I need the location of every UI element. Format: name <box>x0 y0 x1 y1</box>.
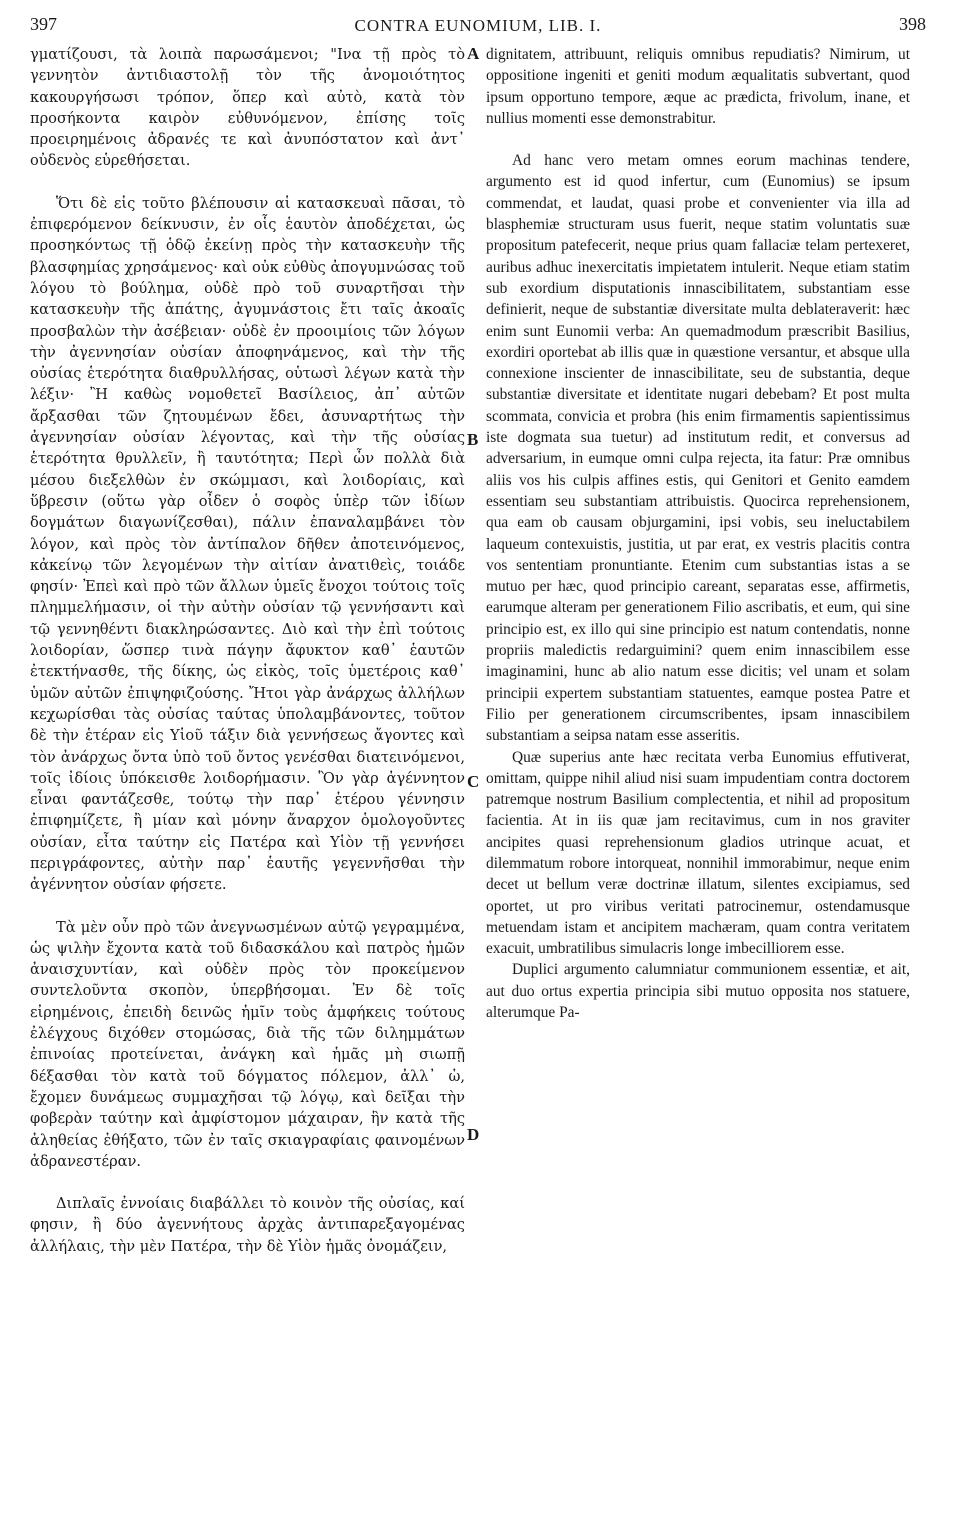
latin-paragraph-2: Ad hanc vero metam omnes eorum machinas tendere, argumento est id quod infertur, cum (Eunomius) se ipsum commendat, et laudat, quasi probe et convenienter via illa ad blasphemiæ structuram usus fuerit, neque statim voluntatis suæ propositum patefecerit, neque prius quam fallaciæ telam pertexeret, auribus adhuc inexercitatis impietatem intulerit. Neque etiam statim sub exordium disputationis innascibilitatem, substantiam esse definierit, neque de substantiæ diversitate multa deblateraverit: hæc enim sunt Eunomii verba: An quemadmodum præscribit Basilius, exordiri oportebat ab illis quæ in quæstione versantur, et absque ulla connexione inscienter de innascibilitate, seu de substantia, deque substantiæ diversitate et identitate nugari debebam? Et post multa scommata, convicia et probra (his enim firmamentis sapientissimus iste dogmata sua tuetur) ad institutum redit, et conversus ad adversarium, in eumque omni culpa rejecta, ita fatur: Præ omnibus aliis vos his culpis affines estis, qui Genitori et Genito eamdem essentiam seu substantiam attribuistis. Quocirca reprehensionem, qua eam ob causam objurgamini, ipsi vobis, seu ineluctabilem laqueum contexuistis, justitia, ut par erat, ex vestris placitis contra vos sententiam pronuntiante. Etenim cum substantias istas a se mutuo per hæc, quod principio careant, separatas esse, affirmetis, earumque alteram per generationem Filio ascribatis, et eum, qui sine principio est, ex illo qui sine principio est natum contendatis, nonne propriis maledictis redarguimini? quem enim innascibilem esse imaginamini, hunc ab alio natum esse dicitis; vel unam et solam principii expertem substantiam statuentes, eamque postea Patre et Filio per generationem circumscribentes, ipsam innascibilem substantiam a seipsa natam esse asseritis. <box>486 152 910 745</box>
greek-column <box>30 44 465 1257</box>
latin-paragraph-3: Quæ superius ante hæc recitata verba Eunomius effutiverat, omittam, quippe nihil aliud nisi suam impudentiam contra doctorem patremque nostrum Basilium complectentia, et nihil ad propositum facientia. At in iis quæ jam recitavimus, cum in nos graviter ancipites quasi reprehensionum gladios utrinque acuat, et dilemmatum robore intorqueat, nonnihil immorabimur, neque enim decet ut bellum veræ doctrinæ illatum, silentes excipiamus, sed oportet, ut pro viribus veritati patrocinemur, ostendamusque metuendam istam et ancipitem machæram, quam contra veritatem exacuit, umbratilibus simulacris longe imbecilliorem esse. <box>486 748 910 958</box>
margin-letter-c: C <box>467 772 480 791</box>
running-header <box>30 14 926 44</box>
page-number-left: 397 <box>30 14 57 34</box>
margin-letter-d: D <box>467 1125 480 1144</box>
latin-column <box>486 44 910 1023</box>
greek-paragraph-1: γματίζουσι, τὰ λοιπὰ παρωσάμενοι; "Ινα τῇ πρὸς τὸ γεννητὸν ἀντιδιαστολῇ τὸν τῆς ἀνομοιότητος κακουργήσωσι τρόπον, ὅπερ καὶ αὐτὸ, κατὰ τὸν προσήκοντα καιρὸν εὐθυνόμενον, ἐπίσης τοῖς προειρημένοις ἀδρανές τε καὶ ἀνυπόστατον καὶ ἀντ᾽ οὐδενὸς εὑρεθήσεται. <box>30 46 465 170</box>
greek-paragraph-3: Τὰ μὲν οὖν πρὸ τῶν ἀνεγνωσμένων αὐτῷ γεγραμμένα, ὡς ψιλὴν ἔχοντα κατὰ τοῦ διδασκάλου καὶ πατρὸς ἡμῶν ἀναισχυντίαν, καὶ οὐδὲν πρὸς τὸν προκείμενον συντελοῦντα σκοπὸν, ὑπερβήσομαι. Ἐν δὲ τοῖς εἰρημένοις, ἐπειδὴ δεινῶς ἡμῖν τοὺς ἀμφήκεις τούτους ἐλέγχους διχόθεν στομώσας, διὰ τῆς τῶν διλημμάτων ἐπινοίας προτείνεται, ἀνάγκη καὶ ἡμᾶς μὴ σιωπῇ δέξασθαι τὸν κατὰ τοῦ δόγματος πόλεμον, ἀλλ᾽ ὡ, ἔχομεν δυνάμεως συμμαχῆσαι τῷ λόγῳ, καὶ δεῖξαι τὴν φοβερὰν ταύτην καὶ ἀμφίστομον μάχαιραν, ἣν κατὰ τῆς ἀληθείας ἐθήξατο, τῶν ἐν ταῖς σκιαγραφίαις φαινομένων ἀδρανεστέραν. <box>30 918 465 1170</box>
page-number-right: 398 <box>899 14 926 34</box>
running-title: CONTRA EUNOMIUM, LIB. I. <box>354 16 602 35</box>
margin-letter-a: A <box>467 44 480 63</box>
greek-paragraph-2: Ὅτι δὲ εἰς τοῦτο βλέπουσιν αἱ κατασκευαὶ πᾶσαι, τὸ ἐπιφερόμενον δείκνυσιν, ἐν οἷς ἑαυτὸν ἀποδέχεται, ὡς προσηκόντως τῇ ὁδῷ ἐκείνῃ πρὸς τὴν κατασκευὴν τῆς βλασφημίας χρησάμενος· καὶ οὐκ εὐθὺς ἀπογυμνώσας τοῦ λόγου τὸ βούλημα, οὐδὲ πρὸ τοῦ συναρτῆσαι τὴν κατασκευὴν τῆς ἀπάτης, ἀγυμνάστοις ἔτι ταῖς ἀκοαῖς προσβαλὼν τὴν ἀσέβειαν· οὐδὲ ἐν προοιμίοις τῶν λόγων τὴν ἀγεννησίαν οὐσίαν ἀποφηνάμενος, καὶ τὴν τῆς οὐσίας ἑτερότητα διαθρυλλήσας, οὑτωσὶ λέγων κατὰ τὴν λέξιν· Ἢ καθὼς νομοθετεῖ Βασίλειος, ἀπ᾽ αὐτῶν ἄρξασθαι τῶν ζητουμένων ἔδει, ἀσυναρτήτως τὴν ἀγεννησίαν οὐσίαν λέγοντας, καὶ τὴν τῆς οὐσίας ἑτερότητα θρυλλεῖν, ἢ ταυτότητα; Περὶ ὧν πολλὰ διὰ μέσου διεξελθὼν ἐν σκώμμασι, καὶ λοιδορίαις, καὶ ὕβρεσιν (οὕτω γὰρ οἶδεν ὁ σοφὸς ὑπὲρ τῶν ἰδίων δογμάτων διαγωνίζεσθαι), πάλιν ἐπαναλαμβάνει τὸν λόγον, καὶ πρὸς τὸν ἀντίπαλον δῆθεν ἀποτεινόμενος, κἀκείνῳ τῶν λεγομένων τὴν αἰτίαν ἀνατιθεὶς, τοιάδε φησίν· Ἐπεὶ καὶ πρὸ τῶν ἄλλων ὑμεῖς ἔνοχοι τούτοις τοῖς πλημμελήμασιν, οἱ τὴν αὐτὴν οὐσίαν τῷ γεννήσαντι καὶ τῷ γεννηθέντι διακληρώσαντες. Διὸ καὶ τὴν ἐπὶ τούτοις λοιδορίαν, ὥσπερ τινὰ πάγην ἄφυκτον καθ᾽ ἑαυτῶν ἐτεκτήνασθε, τῆς δίκης, ὡς εἰκὸς, τοῖς ὑμετέροις καθ᾽ ὑμῶν αὐτῶν ἐπιψηφιζούσης. Ἤτοι γὰρ ἀνάρχως ἀλλήλων κεχωρίσθαι τὰς οὐσίας ταύτας ὑπολαμβάνοντες, τοῦτον δὲ τὴν ἑτέραν εἰς Υἱοῦ τάξιν διὰ γεννήσεως ἄγοντες καὶ τὸν ἀνάρχως ὄντα ὑπὸ τοῦ ὄντος γενέσθαι διατεινόμενοι, τοῖς ἰδίοις ὑπόκεισθε λοιδορήμασιν. Ὃν γὰρ ἀγέννητον εἶναι φαντάζεσθε, τούτῳ τὴν παρ᾽ ἑτέρου γέννησιν ἐπιφημίζετε, ἢ μίαν καὶ μόνην ἄναρχον ὁμολογοῦντες οὐσίαν, εἶτα ταύτην εἰς Πατέρα καὶ Υἱὸν τῇ γεννήσει περιγράφοντες, αὐτὴν παρ᾽ ἑαυτῆς γεγεννῆσθαι τὴν ἀγέννητον οὐσίαν φήσετε. <box>30 194 465 894</box>
greek-paragraph-4: Διπλαῖς ἐννοίαις διαβάλλει τὸ κοινὸν τῆς οὐσίας, καί φησιν, ἢ δύο ἀγεννήτους ἀρχὰς ἀντιπαρεξαγομένας ἀλλήλαις, τὴν μὲν Πατέρα, τὴν δὲ Υἱὸν ἡμᾶς ὀνομάζειν, <box>30 1195 465 1255</box>
latin-paragraph-1: dignitatem, attribuunt, reliquis omnibus repudiatis? Nimirum, ut oppositione ingeniti et geniti modum æqualitatis subvertant, quod ipsum opportuno tempore, æque ac prædicta, frivolum, inane, et nullius momenti esse demonstrabitur. <box>486 46 910 127</box>
latin-paragraph-4: Duplici argumento calumniatur communionem essentiæ, et ait, aut duo ortus expertia principia sibi mutuo opposita nos statuere, alterumque Pa- <box>486 961 910 1022</box>
margin-letter-b: B <box>467 430 479 449</box>
